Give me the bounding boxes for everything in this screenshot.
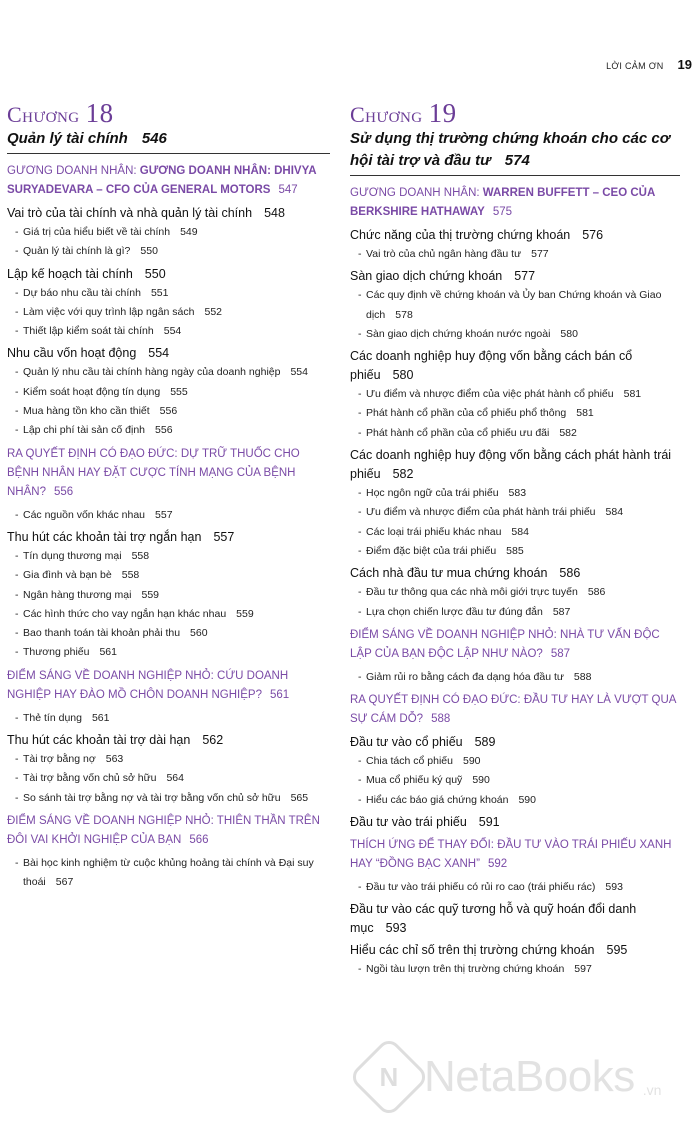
section-entry [350,733,680,752]
entry-text: Lựa chọn chiến lược đầu tư đúng đắn [366,605,543,618]
entry-text: Dự báo nhu cầu tài chính [23,286,141,299]
entry-page-number: 557 [155,508,173,521]
subsection-entry [350,503,680,522]
entry-text: Hiểu các báo giá chứng khoán [366,793,509,806]
entry-text: Ưu điểm và nhược điểm của việc phát hành cổ phiếu [366,388,614,401]
entry-page-number: 550 [140,245,158,258]
entry-text: Các hình thức cho vay ngắn hạn khác nhau [23,607,227,620]
subsection-entry [350,878,680,897]
section-entry [350,941,680,960]
entry-page-number: 585 [506,544,524,557]
entry-text: Vai trò của tài chính và nhà quản lý tài chính [7,206,253,220]
entry-page-number: 566 [189,833,209,846]
subsection-entry [7,854,330,893]
feature-box-entry [350,626,680,664]
entry-page-number: 581 [576,407,594,420]
subsection-entry [7,506,330,525]
entry-text: Tài trợ bằng nợ [23,753,96,766]
entry-page-number: 590 [518,793,536,806]
entry-page-number: 550 [144,266,166,281]
entry-page-number: 562 [202,733,224,748]
entry-text: Điểm đặc biệt của trái phiếu [366,544,497,557]
section-entry [7,204,330,223]
entry-page-number: 554 [290,366,308,379]
section-entry [350,267,680,286]
section-entry [350,813,680,832]
entry-text: Ngân hàng thương mại [23,588,132,601]
entry-text: Chức năng của thị trường chứng khoán [350,228,571,242]
section-entry [7,265,330,284]
entry-text: Các doanh nghiệp huy động vốn bằng cách bán cổ phiếu [350,349,633,383]
chapter-title-text: Quản lý tài chính [7,130,128,147]
entry-text: Sàn giao dịch chứng khoán [350,269,503,284]
entry-page-number: 560 [190,627,208,640]
netabooks-watermark [360,1048,661,1106]
entry-page-number: 584 [511,525,529,538]
subsection-entry [350,404,680,423]
entry-page-number: 589 [474,735,496,750]
subsection-entry [7,709,330,728]
subsection-entry [350,542,680,561]
entry-text: Chia tách cổ phiếu [366,755,453,768]
entry-page-number: 591 [478,815,500,830]
chapter-title-page: 574 [504,152,530,169]
entry-page-number: 590 [472,774,490,787]
entry-page-number: 564 [166,772,184,785]
subsection-entry [350,771,680,790]
entry-page-number: 548 [264,206,285,220]
subsection-entry [350,245,680,264]
entry-page-number: 580 [392,368,414,383]
entry-text: Các quy định về chứng khoán và Ủy ban Chứng khoán và Giao dịch [366,289,662,321]
entry-page-number: 559 [236,607,254,620]
entry-page-number: 556 [53,485,74,498]
subsection-entry [350,523,680,542]
entry-page-number: 561 [99,646,117,659]
subsection-entry [7,789,330,808]
subsection-entry [350,286,680,325]
subsection-entry [7,547,330,566]
entry-text: Hiểu các chỉ số trên thị trường chứng khoán [350,943,595,958]
entry-page-number: 595 [606,943,628,958]
entry-text: Mua cổ phiếu ký quỹ [366,774,463,787]
subsection-entry [7,750,330,769]
entry-page-number: 593 [605,881,623,894]
entry-page-number: 547 [278,184,298,196]
section-entry [350,446,680,484]
entry-page-number: 588 [431,713,451,726]
feature-box-entry [7,667,330,705]
chapter-word: Chương [7,102,80,127]
running-header [606,57,692,72]
chapter-number: 18 [85,98,114,128]
entry-text: Đầu tư vào các quỹ tương hỗ và quỹ hoán đổi danh mục [350,902,637,936]
entry-text: Ngồi tàu lượn trên thị trường chứng khoán [366,963,565,976]
subsection-entry [350,424,680,443]
subsection-entry [350,325,680,344]
entry-text: Thẻ tín dụng [23,711,82,724]
entry-page-number: 590 [462,755,481,768]
entry-page-number: 578 [395,308,413,321]
section-entry [350,564,680,583]
feature-box-entry [7,812,330,850]
entry-page-number: 555 [170,385,188,398]
entry-text: Nhu cầu vốn hoạt động [7,346,137,361]
entry-text: Làm việc với quy trình lập ngân sách [23,305,195,318]
entry-text: Đầu tư vào trái phiếu [350,815,467,830]
entry-page-number: 584 [605,506,624,519]
entry-text: Đầu tư thông qua các nhà môi giới trực tuyến [366,586,578,599]
entry-page-number: 582 [559,426,577,439]
section-entry [7,344,330,363]
entry-page-number: 552 [204,305,223,318]
entry-page-number: 587 [550,647,571,660]
toc-entries [350,184,680,980]
entry-text: RA QUYẾT ĐỊNH CÓ ĐẠO ĐỨC: ĐẦU TƯ HAY LÀ VƯỢT QUA SỰ CÁM DỖ? [350,694,676,726]
subsection-entry [350,668,680,687]
subsection-entry [350,603,680,622]
entry-text: Phát hành cổ phần của cổ phiếu phổ thông [366,407,567,420]
netabooks-logo-icon [348,1036,430,1118]
toc-column-chapter-19 [350,100,680,980]
page-number: 19 [677,57,692,72]
toc-entries [7,162,330,893]
entry-text: Tài trợ bằng vốn chủ sở hữu [23,772,157,785]
entry-page-number: 559 [141,588,160,601]
entry-text: Học ngôn ngữ của trái phiếu [366,487,499,500]
subsection-entry [7,643,330,662]
watermark-text: NetaBooks [424,1052,635,1101]
section-entry [350,347,680,385]
feature-box-entry [350,836,680,874]
section-entry [350,226,680,245]
entry-page-number: 586 [559,566,581,581]
chapter-title [350,128,680,176]
entry-page-number: 557 [213,529,235,544]
entry-page-number: 580 [560,327,578,340]
subsection-entry [350,385,680,404]
chapter-number: 19 [428,98,457,128]
entry-page-number: 561 [269,688,290,701]
entry-text: ĐIỂM SÁNG VỀ DOANH NGHIỆP NHỎ: CỨU DOANH NGHIỆP HAY ĐÀO MỒ CHÔN DOANH NGHIỆP? [7,669,289,701]
subsection-entry [7,586,330,605]
entry-text: Mua hàng tồn kho cần thiết [23,405,150,418]
entry-page-number: 583 [508,487,527,500]
entry-page-number: 558 [131,549,150,562]
chapter-title-page: 546 [141,130,167,147]
entry-text: Sàn giao dịch chứng khoán nước ngoài [366,327,551,340]
subsection-entry [7,322,330,341]
entry-text: Giá trị của hiểu biết về tài chính [23,226,171,238]
entry-page-number: 592 [487,858,508,871]
entry-text: Bao thanh toán tài khoản phải thu [23,627,181,640]
feature-box-entry [350,691,680,729]
entry-page-number: 556 [155,424,173,437]
chapter-title [7,128,330,154]
entry-text: Thương phiếu [23,646,90,659]
entry-text: Đầu tư vào trái phiếu có rủi ro cao (trái phiếu rác) [366,881,596,894]
subsection-entry [7,223,330,242]
toc-column-chapter-18 [7,100,330,893]
entry-page-number: 581 [623,388,642,401]
entry-text: ĐIỂM SÁNG VỀ DOANH NGHIỆP NHỎ: NHÀ TƯ VẤN ĐỘC LẬP CỦA BẠN ĐỘC LẬP NHƯ NÀO? [350,628,660,660]
entry-text: RA QUYẾT ĐỊNH CÓ ĐẠO ĐỨC: DỰ TRỮ THUỐC CHO BỆNH NHÂN HAY ĐẶT CƯỢC TÍNH MẠNG CỦA BỆNH NHÂN? [7,447,300,498]
entry-text: Bài học kinh nghiệm từ cuộc khủng hoảng tài chính và Đại suy thoái [23,856,314,889]
entry-text: Thu hút các khoản tài trợ ngắn hạn [7,529,202,544]
entry-page-number: 577 [514,269,536,284]
entry-page-number: 549 [180,226,198,238]
subsection-entry [350,583,680,602]
entry-page-number: 554 [163,325,182,338]
subsection-entry [7,566,330,585]
feature-box-entry [7,162,330,200]
subsection-entry [7,402,330,421]
entry-text: Đầu tư vào cổ phiếu [350,735,463,750]
section-entry [7,731,330,750]
entry-page-number: 576 [582,228,604,242]
chapter-label [7,100,330,128]
subsection-entry [350,791,680,810]
entry-page-number: 597 [574,963,592,976]
chapter-label [350,100,680,128]
subsection-entry [7,624,330,643]
feature-box-entry [350,184,680,222]
entry-text: GƯƠNG DOANH NHÂN: DHIVYA SURYADEVARA – CFO CỦA GENERAL MOTORS [7,165,317,196]
section-entry [7,528,330,547]
subsection-entry [350,484,680,503]
entry-text: Ưu điểm và nhược điểm của phát hành trái phiếu [366,506,596,519]
subsection-entry [7,242,330,261]
entry-page-number: 593 [385,921,407,936]
chapter-title-text: Sử dụng thị trường chứng khoán cho các cơ hội tài trợ và đầu tư [350,130,670,169]
entry-text: Các nguồn vốn khác nhau [23,508,146,521]
section-entry [350,900,680,938]
entry-text: Phát hành cổ phần của cổ phiếu ưu đãi [366,426,550,439]
entry-text: ĐIỂM SÁNG VỀ DOANH NGHIỆP NHỎ: THIÊN THẦN TRÊN ĐÔI VAI KHỞI NGHIỆP CỦA BẠN [7,814,320,846]
entry-text: So sánh tài trợ bằng nợ và tài trợ bằng vốn chủ sở hữu [23,791,281,804]
logo-letter: N [379,1061,399,1092]
subsection-entry [7,421,330,440]
entry-page-number: 558 [121,569,140,582]
subsection-entry [7,605,330,624]
entry-page-number: 551 [150,286,169,299]
entry-text: Quản lý nhu cầu tài chính hàng ngày của doanh nghiệp [23,366,281,379]
subsection-entry [7,383,330,402]
entry-page-number: 586 [587,586,606,599]
subsection-entry [7,769,330,788]
entry-page-number: 587 [552,605,571,618]
entry-text: Thu hút các khoản tài trợ dài hạn [7,733,191,748]
watermark-suffix: .vn [642,1082,662,1098]
entry-text: Các loại trái phiếu khác nhau [366,525,502,538]
entry-text: Tín dụng thương mại [23,549,122,562]
entry-page-number: 563 [105,753,124,766]
subsection-entry [7,284,330,303]
entry-text: Lập chi phí tài sản cố định [23,424,146,437]
subsection-entry [350,752,680,771]
entry-page-number: 554 [148,346,170,361]
entry-text: Quản lý tài chính là gì? [23,245,131,258]
entry-page-number: 575 [492,206,513,218]
entry-page-number: 565 [290,791,309,804]
entry-text: Các doanh nghiệp huy động vốn bằng cách phát hành trái phiếu [350,448,672,482]
feature-box-label: GƯƠNG DOANH NHÂN: [350,187,483,199]
subsection-entry [7,363,330,382]
entry-page-number: 588 [573,670,592,683]
chapter-word: Chương [350,102,423,127]
entry-text: Kiểm soát hoạt động tín dụng [23,385,161,398]
subsection-entry [350,960,680,979]
subsection-entry [7,303,330,322]
feature-box-entry [7,445,330,502]
entry-text: Thiết lập kiểm soát tài chính [23,325,154,338]
entry-text: THÍCH ỨNG ĐỂ THAY ĐỔI: ĐẦU TƯ VÀO TRÁI PHIẾU XANH HAY “ĐỒNG BẠC XANH” [350,839,672,871]
entry-page-number: 561 [91,711,110,724]
entry-page-number: 556 [159,405,178,418]
feature-box-label: GƯƠNG DOANH NHÂN: [7,165,140,177]
running-header-section: LỜI CẢM ƠN [606,61,664,71]
entry-text: Cách nhà đầu tư mua chứng khoán [350,566,548,581]
entry-text: Vai trò của chủ ngân hàng đầu tư [366,248,522,260]
entry-text: Lập kế hoạch tài chính [7,266,133,281]
entry-page-number: 582 [392,467,414,482]
entry-page-number: 577 [531,248,549,260]
entry-page-number: 567 [55,876,74,889]
entry-text: Gia đình và bạn bè [23,569,112,582]
entry-text: Giảm rủi ro bằng cách đa dạng hóa đầu tư [366,670,564,683]
entry-text: WARREN BUFFETT – CEO CỦA BERKSHIRE HATHAWAY [350,187,655,218]
